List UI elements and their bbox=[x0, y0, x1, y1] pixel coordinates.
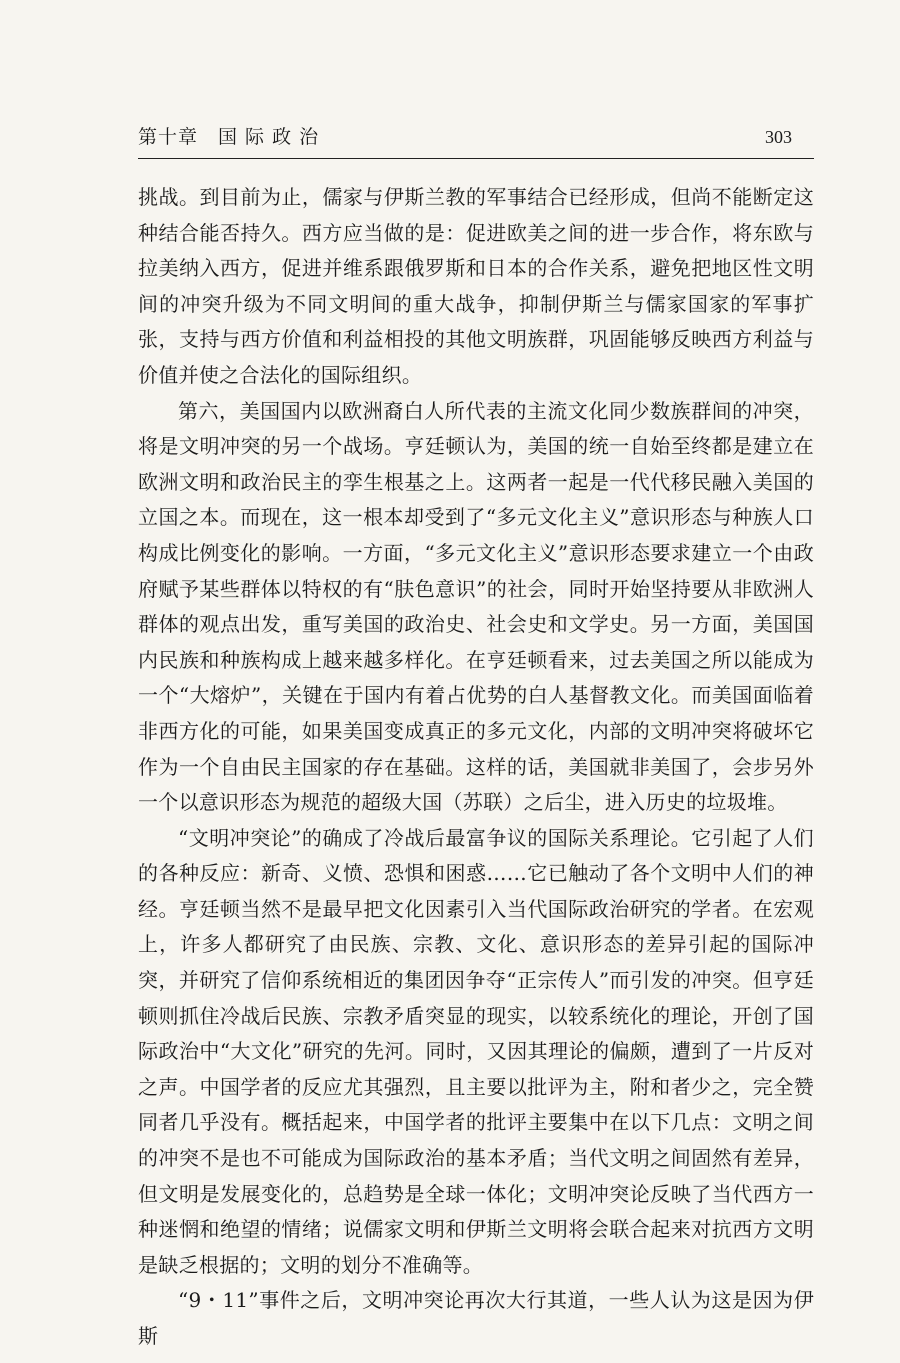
paragraph: “9・11”事件之后，文明冲突论再次大行其道，一些人认为这是因为伊斯 bbox=[138, 1288, 814, 1348]
paragraph: 第六，美国国内以欧洲裔白人所代表的主流文化同少数族群间的冲突，将是文明冲突的另一个战场。亨廷顿认为，美国的统一自始至终都是建立在欧洲文明和政治民主的孪生根基之上。这两者一起是一代代移民融入美国的立国之本。而现在，这一根本却受到了“多元文化主义”意识形态与种族人口构成比例变化的影响。一方面，“多元文化主义”意识形态要求建立一个由政府赋予某些群体以特权的有“肤色意识”的社会，同时开始坚持要从非欧洲人群体的观点出发，重写美国的政治史、社会史和文学史。另一方面，美国国内民族和种族构成上越来越多样化。在亨廷顿看来，过去美国之所以能成为一个“大熔炉”，关键在于国内有着占优势的白人基督教文化。而美国面临着非西方化的可能，如果美国变成真正的多元文化，内部的文明冲突将破坏它作为一个自由民主国家的存在基础。这样的话，美国就非美国了，会步另外一个以意识形态为规范的超级大国（苏联）之后尘，进入历史的垃圾堆。 bbox=[138, 398, 814, 815]
body-text bbox=[138, 180, 814, 1355]
chapter-title: 第十章 国 际 政 治 bbox=[138, 126, 320, 148]
running-header bbox=[138, 124, 814, 159]
paragraph-continued: 挑战。到目前为止，儒家与伊斯兰教的军事结合已经形成，但尚不能断定这种结合能否持久。西方应当做的是：促进欧美之间的进一步合作，将东欧与拉美纳入西方，促进并维系跟俄罗斯和日本的合作关系，避免把地区性文明间的冲突升级为不同文明间的重大战争，抑制伊斯兰与儒家国家的军事扩张，支持与西方价值和利益相投的其他文明族群，巩固能够反映西方利益与价值并使之合法化的国际组织。 bbox=[138, 185, 814, 387]
paragraph: “文明冲突论”的确成了冷战后最富争议的国际关系理论。它引起了人们的各种反应：新奇、义愤、恐惧和困惑……它已触动了各个文明中人们的神经。亨廷顿当然不是最早把文化因素引入当代国际政治研究的学者。在宏观上，许多人都研究了由民族、宗教、文化、意识形态的差异引起的国际冲突，并研究了信仰系统相近的集团因争夺“正宗传人”而引发的冲突。但亨廷顿则抓住冷战后民族、宗教矛盾突显的现实，以较系统化的理论，开创了国际政治中“大文化”研究的先河。同时，又因其理论的偏颇，遭到了一片反对之声。中国学者的反应尤其强烈，且主要以批评为主，附和者少之，完全赞同者几乎没有。概括起来，中国学者的批评主要集中在以下几点：文明之间的冲突不是也不可能成为国际政治的基本矛盾；当代文明之间固然有差异，但文明是发展变化的，总趋势是全球一体化；文明冲突论反映了当代西方一种迷惘和绝望的情绪；说儒家文明和伊斯兰文明将会联合起来对抗西方文明是缺乏根据的；文明的划分不准确等。 bbox=[138, 825, 814, 1277]
page-number: 303 bbox=[765, 127, 792, 147]
